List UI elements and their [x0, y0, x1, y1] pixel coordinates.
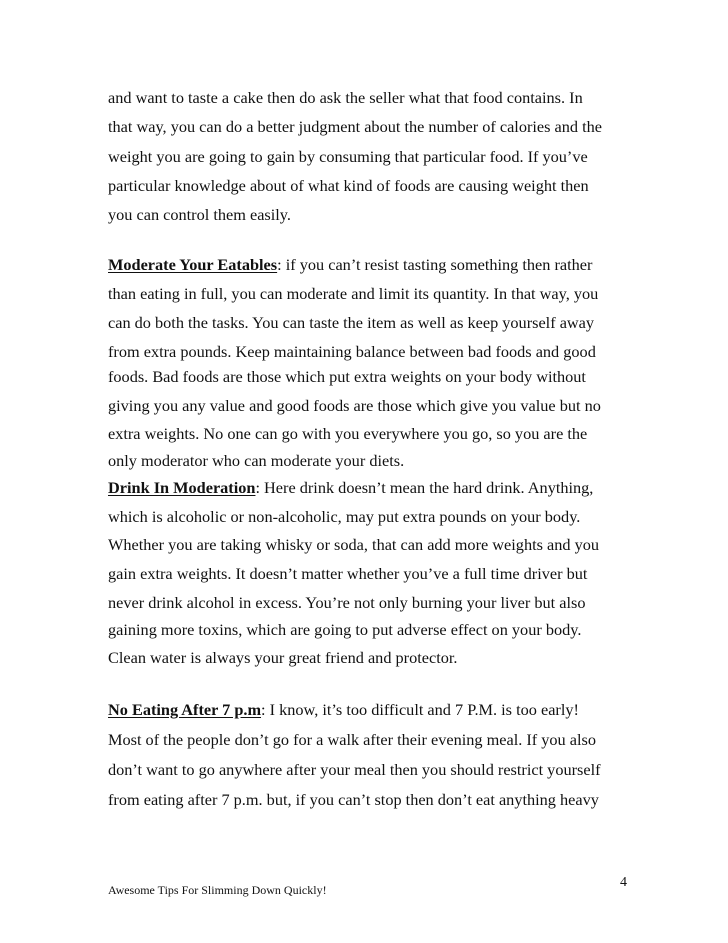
body-line: particular knowledge about of what kind of foods are causing weight then — [108, 176, 589, 195]
body-line: Whether you are taking whisky or soda, that can add more weights and you — [108, 535, 600, 554]
body-line: gaining more toxins, which are going to put adverse effect on your body. — [108, 620, 582, 639]
body-line: can do both the tasks. You can taste the item as well as keep yourself away — [108, 313, 595, 332]
section-heading-no-eating: No Eating After 7 p.m — [108, 700, 262, 719]
body-line: giving you any value and good foods are those which give you value but no — [108, 396, 601, 415]
body-line: foods. Bad foods are those which put extra weights on your body without — [108, 367, 586, 386]
page-number: 4 — [620, 875, 627, 890]
body-line: from eating after 7 p.m. but, if you can’t stop then don’t eat anything heavy — [108, 790, 599, 809]
body-line: Most of the people don’t go for a walk after their evening meal. If you also — [108, 730, 596, 749]
section-heading-drink: Drink In Moderation — [108, 478, 256, 497]
section-first-line — [108, 255, 592, 275]
body-line: and want to taste a cake then do ask the seller what that food contains. In — [108, 88, 583, 107]
section-first-line-text: : I know, it’s too difficult and 7 P.M. is too early! — [261, 700, 579, 719]
body-line: never drink alcohol in excess. You’re not only burning your liver but also — [108, 593, 586, 612]
body-line: than eating in full, you can moderate and limit its quantity. In that way, you — [108, 284, 599, 303]
body-line: gain extra weights. It doesn’t matter whether you’ve a full time driver but — [108, 564, 588, 583]
body-line: don’t want to go anywhere after your meal then you should restrict yourself — [108, 760, 601, 779]
body-line: that way, you can do a better judgment about the number of calories and the — [108, 117, 603, 136]
body-line: weight you are going to gain by consuming that particular food. If you’ve — [108, 147, 588, 166]
footer-title: Awesome Tips For Slimming Down Quickly! — [108, 883, 327, 897]
section-first-line — [108, 478, 593, 498]
body-line: from extra pounds. Keep maintaining balance between bad foods and good — [108, 342, 596, 361]
section-first-line-text: : Here drink doesn’t mean the hard drink. Anything, — [255, 478, 594, 497]
body-line: extra weights. No one can go with you everywhere you go, so you are the — [108, 424, 588, 443]
section-first-line-text: : if you can’t resist tasting something then rather — [277, 255, 593, 274]
body-line: you can control them easily. — [108, 205, 291, 224]
body-line: which is alcoholic or non-alcoholic, may put extra pounds on your body. — [108, 507, 581, 526]
section-heading-moderate: Moderate Your Eatables — [108, 255, 278, 274]
body-line: Clean water is always your great friend and protector. — [108, 648, 458, 667]
body-line: only moderator who can moderate your diets. — [108, 451, 405, 470]
section-first-line — [108, 700, 579, 720]
